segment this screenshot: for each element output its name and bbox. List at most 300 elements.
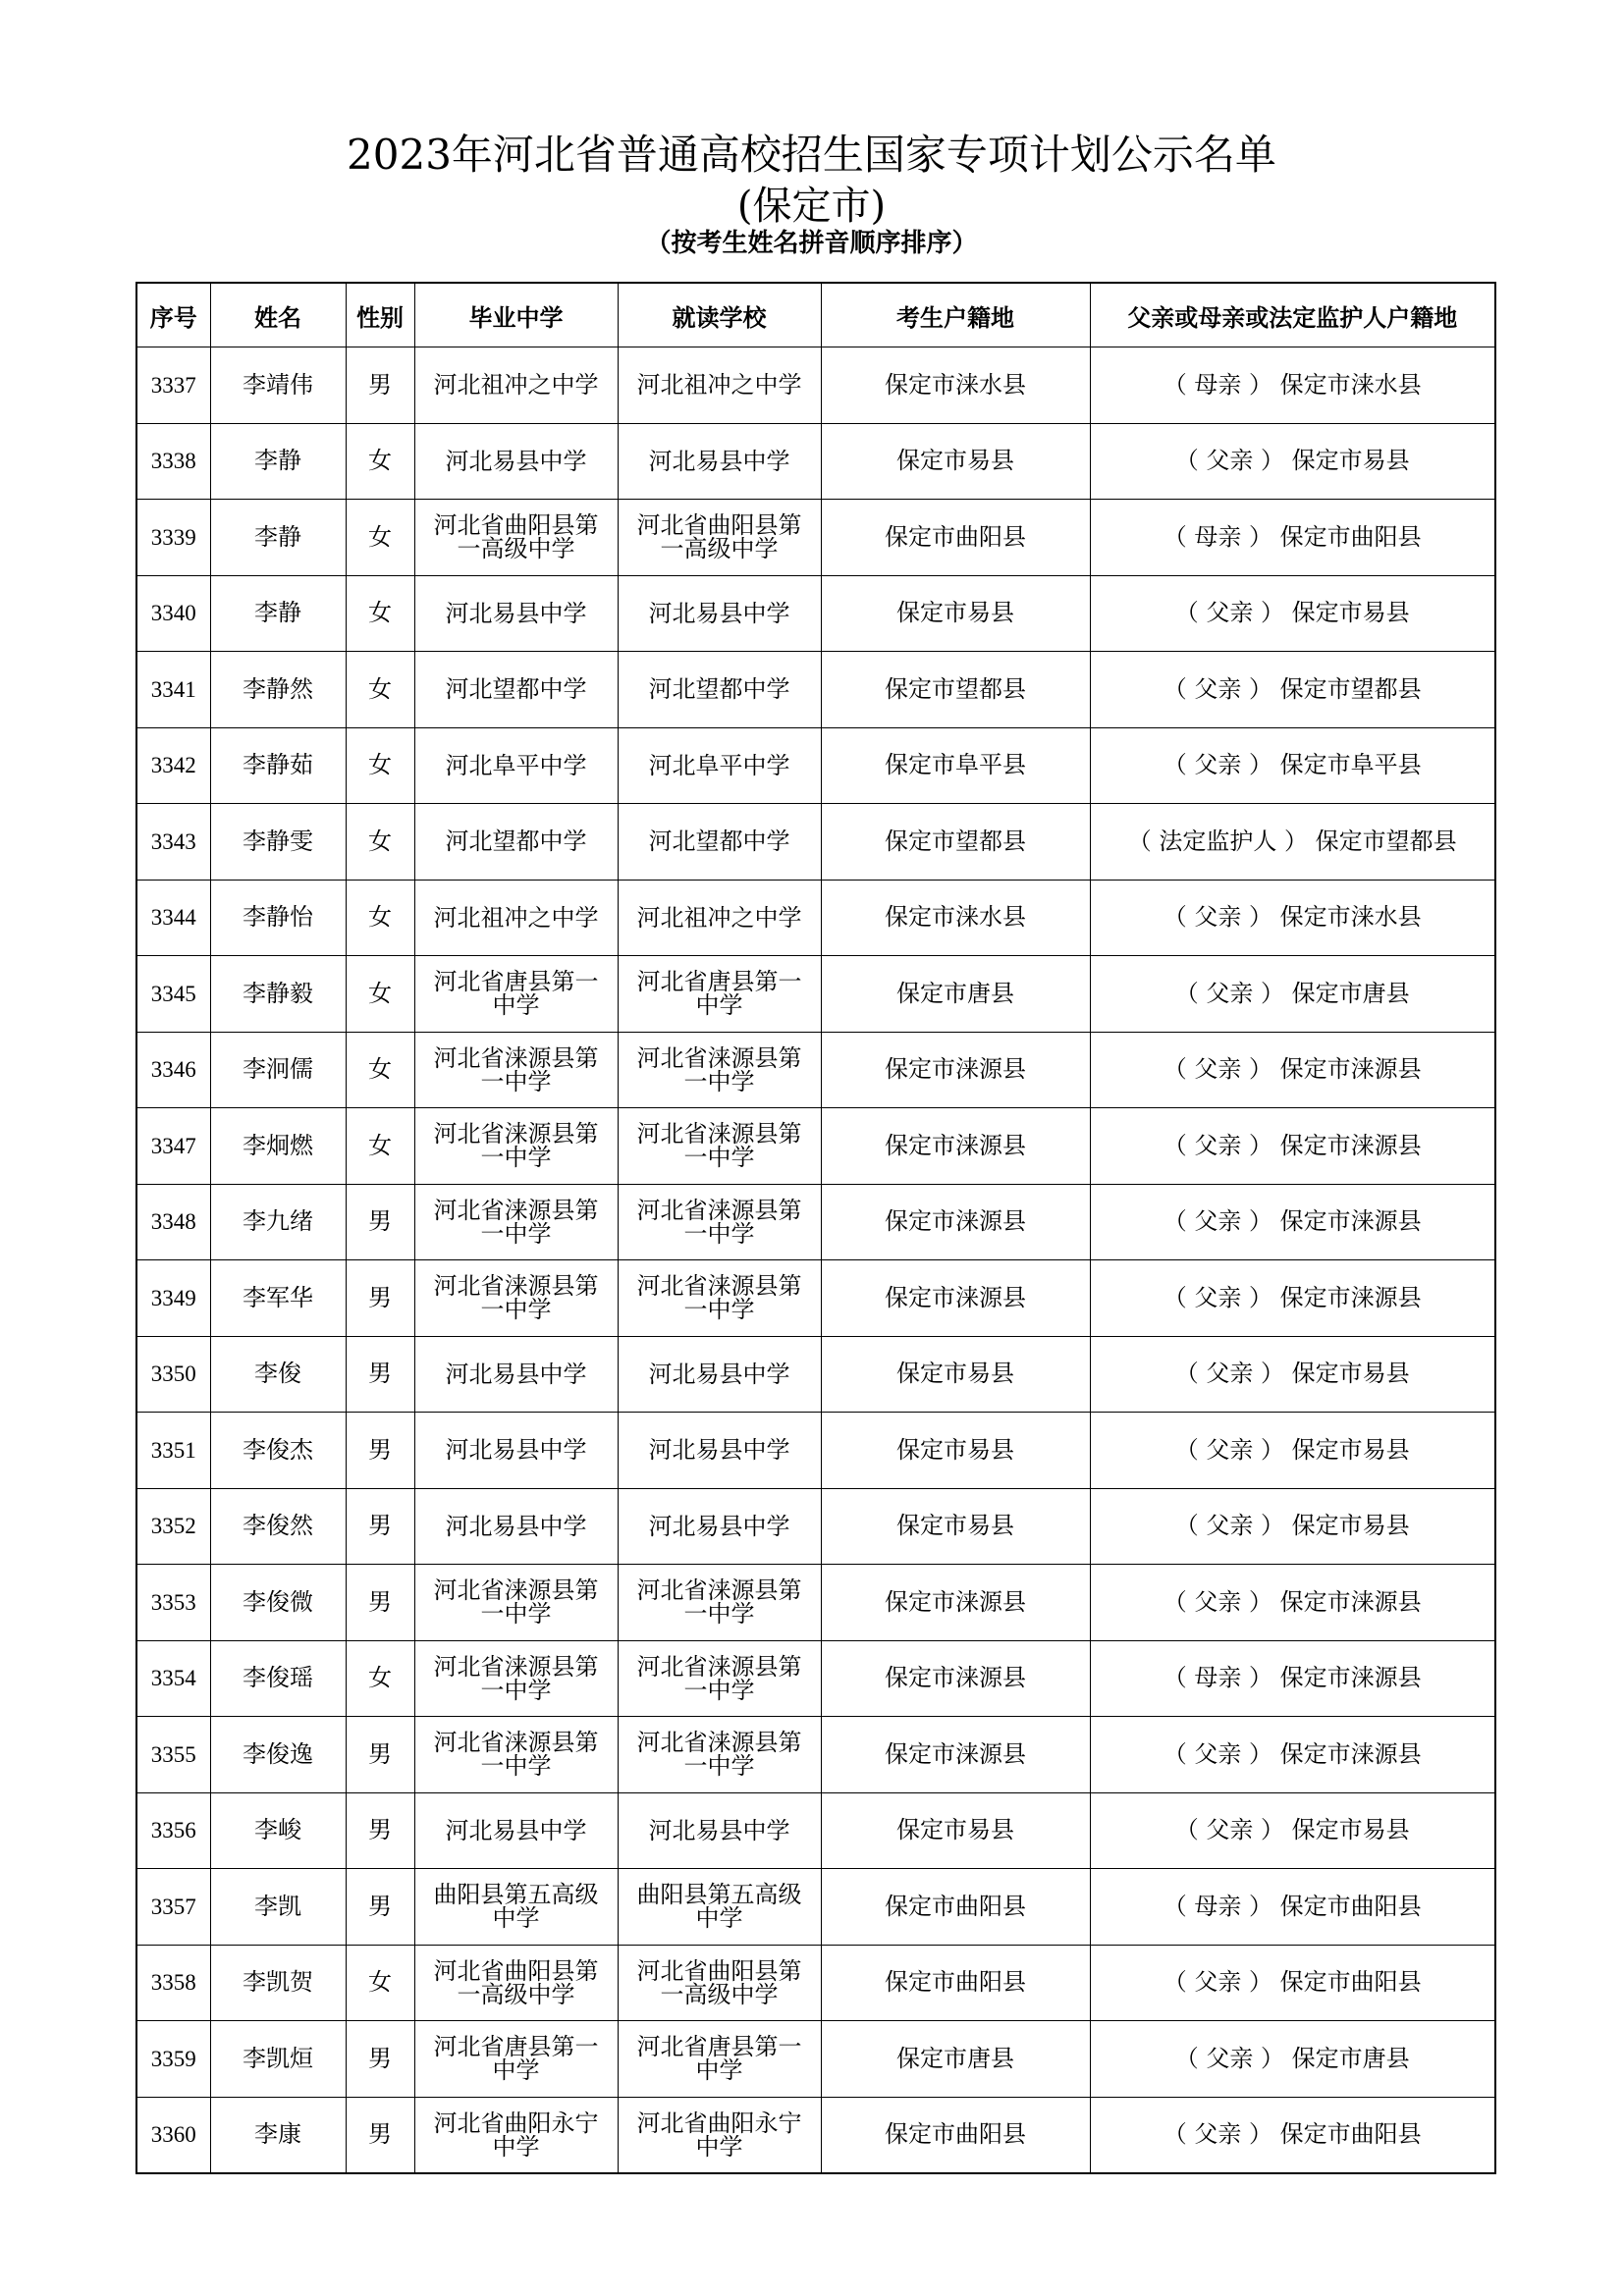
cell-gender-text: 女: [368, 1664, 392, 1692]
cell-seq: [136, 1260, 210, 1337]
cell-gender: [346, 1945, 414, 2021]
cell-study-school: [618, 1108, 821, 1185]
cell-hukou: [821, 1032, 1090, 1108]
document-subtitle: (保定市): [736, 184, 887, 229]
cell-gender-text: 女: [368, 979, 392, 1007]
cell-grad-school: [414, 1184, 618, 1260]
cell-grad-school: [414, 1869, 618, 1946]
cell-gender-text: 男: [368, 2044, 392, 2072]
cell-gender: [346, 956, 414, 1033]
cell-grad-school: [414, 1336, 618, 1413]
table-row: [136, 2021, 1495, 2098]
cell-hukou-text: 保定市涞源县: [885, 1283, 1026, 1311]
table-row: [136, 423, 1495, 500]
cell-name-text: 李康: [254, 2120, 301, 2149]
cell-grad-school: [414, 1640, 618, 1717]
table-row: [136, 1032, 1495, 1108]
cell-seq: [136, 423, 210, 500]
cell-hukou: [821, 804, 1090, 881]
cell-name: [210, 1184, 346, 1260]
cell-seq-text: 3345: [150, 981, 196, 1006]
cell-gender-text: 男: [368, 1816, 392, 1844]
table-row: [136, 804, 1495, 881]
cell-name-text: 李凯烜: [243, 2044, 313, 2072]
cell-gender-text: 女: [368, 674, 392, 703]
cell-grad-school: [414, 1108, 618, 1185]
cell-hukou-text: 保定市曲阳县: [885, 522, 1026, 551]
cell-grad-school: [414, 347, 618, 424]
cell-name: [210, 423, 346, 500]
cell-gender-text: 男: [368, 370, 392, 399]
cell-name: [210, 1413, 346, 1489]
cell-gender-text: 男: [368, 1587, 392, 1616]
cell-gender: [346, 1565, 414, 1641]
cell-guardian-hukou-text: （ 父亲 ） 保定市易县: [1174, 447, 1410, 475]
cell-seq: [136, 1717, 210, 1793]
cell-study-school-text: 河北易县中学: [648, 599, 790, 627]
cell-name-text: 李俊然: [243, 1512, 313, 1540]
cell-name: [210, 1336, 346, 1413]
cell-seq: [136, 500, 210, 576]
cell-seq-text: 3341: [150, 676, 196, 702]
cell-grad-school-text: 河北省曲阳县第一高级中学: [433, 511, 599, 563]
cell-hukou: [821, 2097, 1090, 2173]
cell-seq: [136, 1488, 210, 1565]
cell-name-text: 李俊逸: [243, 1739, 313, 1768]
cell-name-text: 李九绪: [243, 1207, 313, 1236]
cell-grad-school-text: 河北祖冲之中学: [433, 903, 599, 932]
cell-seq: [136, 1413, 210, 1489]
cell-grad-school: [414, 652, 618, 728]
cell-name: [210, 1565, 346, 1641]
cell-seq-text: 3354: [150, 1666, 196, 1691]
cell-guardian-hukou: [1090, 1792, 1495, 1869]
cell-hukou-text: 保定市易县: [896, 1816, 1014, 1844]
cell-name-text: 李静然: [243, 674, 313, 703]
cell-study-school: [618, 880, 821, 956]
cell-hukou: [821, 652, 1090, 728]
cell-hukou-text: 保定市涞源县: [885, 1131, 1026, 1159]
cell-seq: [136, 880, 210, 956]
cell-hukou: [821, 1108, 1090, 1185]
cell-study-school: [618, 1032, 821, 1108]
cell-guardian-hukou-text: （ 父亲 ） 保定市易县: [1174, 1512, 1410, 1540]
cell-guardian-hukou-text: （ 父亲 ） 保定市唐县: [1174, 979, 1410, 1007]
cell-study-school: [618, 1792, 821, 1869]
cell-hukou-text: 保定市曲阳县: [885, 1968, 1026, 1997]
cell-name: [210, 804, 346, 881]
cell-hukou: [821, 1640, 1090, 1717]
cell-name: [210, 1260, 346, 1337]
cell-hukou-text: 保定市易县: [896, 1512, 1014, 1540]
cell-seq: [136, 1032, 210, 1108]
cell-name: [210, 2021, 346, 2098]
cell-seq: [136, 2021, 210, 2098]
cell-hukou-text: 保定市涞源县: [885, 1055, 1026, 1084]
cell-gender: [346, 1640, 414, 1717]
cell-hukou: [821, 880, 1090, 956]
cell-guardian-hukou-text: （ 父亲 ） 保定市易县: [1174, 1435, 1410, 1464]
cell-guardian-hukou: [1090, 1488, 1495, 1565]
cell-seq-text: 3347: [150, 1133, 196, 1158]
cell-gender: [346, 423, 414, 500]
cell-grad-school-text: 河北易县中学: [445, 1436, 587, 1465]
cell-seq-text: 3342: [150, 753, 196, 778]
cell-study-school-text: 河北省涞源县第一中学: [636, 1196, 802, 1248]
cell-grad-school-text: 河北易县中学: [445, 1512, 587, 1540]
table-row: [136, 1108, 1495, 1185]
cell-guardian-hukou: [1090, 575, 1495, 652]
cell-name: [210, 1032, 346, 1108]
cell-guardian-hukou-text: （ 父亲 ） 保定市易县: [1174, 1360, 1410, 1388]
cell-seq-text: 3359: [150, 2046, 196, 2071]
cell-guardian-hukou: [1090, 727, 1495, 804]
cell-hukou-text: 保定市唐县: [896, 2044, 1014, 2072]
cell-study-school-text: 河北省涞源县第一中学: [636, 1043, 802, 1095]
cell-guardian-hukou: [1090, 804, 1495, 881]
cell-seq: [136, 1640, 210, 1717]
cell-study-school-text: 河北易县中学: [648, 1436, 790, 1465]
cell-name-text: 李静: [254, 599, 301, 627]
cell-hukou: [821, 1945, 1090, 2021]
cell-seq: [136, 727, 210, 804]
cell-gender: [346, 1032, 414, 1108]
cell-guardian-hukou: [1090, 652, 1495, 728]
cell-hukou-text: 保定市涞水县: [885, 903, 1026, 932]
cell-gender: [346, 1260, 414, 1337]
cell-gender-text: 女: [368, 599, 392, 627]
cell-gender: [346, 1108, 414, 1185]
cell-study-school-text: 河北省涞源县第一中学: [636, 1729, 802, 1781]
cell-grad-school: [414, 1717, 618, 1793]
cell-name: [210, 500, 346, 576]
cell-study-school-text: 河北省涞源县第一中学: [636, 1576, 802, 1629]
cell-guardian-hukou-text: （ 父亲 ） 保定市涞源县: [1163, 1283, 1422, 1311]
cell-grad-school: [414, 1488, 618, 1565]
cell-gender-text: 男: [368, 2120, 392, 2149]
cell-gender: [346, 880, 414, 956]
roster-table: [135, 282, 1496, 2174]
cell-study-school-text: 河北省涞源县第一中学: [636, 1120, 802, 1172]
table-row: [136, 1565, 1495, 1641]
cell-study-school: [618, 804, 821, 881]
cell-gender-text: 女: [368, 751, 392, 779]
cell-hukou: [821, 347, 1090, 424]
cell-guardian-hukou-text: （ 父亲 ） 保定市涞源县: [1163, 1207, 1422, 1236]
cell-grad-school-text: 河北阜平中学: [445, 751, 587, 779]
cell-name: [210, 1717, 346, 1793]
cell-guardian-hukou: [1090, 1640, 1495, 1717]
cell-gender-text: 男: [368, 1892, 392, 1920]
cell-hukou-text: 保定市涞源县: [885, 1587, 1026, 1616]
cell-grad-school: [414, 1565, 618, 1641]
cell-guardian-hukou: [1090, 1032, 1495, 1108]
cell-gender-text: 男: [368, 1207, 392, 1236]
cell-gender: [346, 500, 414, 576]
cell-study-school: [618, 423, 821, 500]
cell-grad-school-text: 河北望都中学: [445, 828, 587, 856]
cell-guardian-hukou-text: （ 父亲 ） 保定市望都县: [1163, 674, 1422, 703]
cell-grad-school: [414, 500, 618, 576]
table-row: [136, 880, 1495, 956]
cell-name: [210, 1945, 346, 2021]
header-guardian-hukou: 父亲或母亲或法定监护人户籍地: [1090, 283, 1495, 347]
cell-study-school: [618, 500, 821, 576]
cell-grad-school: [414, 2021, 618, 2098]
cell-grad-school-text: 河北省涞源县第一中学: [433, 1043, 599, 1095]
cell-hukou: [821, 956, 1090, 1033]
cell-study-school: [618, 2021, 821, 2098]
cell-hukou: [821, 1260, 1090, 1337]
cell-guardian-hukou: [1090, 423, 1495, 500]
cell-study-school-text: 河北省曲阳永宁中学: [636, 2109, 802, 2161]
cell-name: [210, 2097, 346, 2173]
table-row: [136, 500, 1495, 576]
cell-grad-school-text: 河北省涞源县第一中学: [433, 1576, 599, 1629]
cell-seq-text: 3339: [150, 524, 196, 550]
cell-name: [210, 652, 346, 728]
cell-study-school-text: 河北易县中学: [648, 1816, 790, 1844]
table-row: [136, 1945, 1495, 2021]
table-row: [136, 1184, 1495, 1260]
cell-name-text: 李静: [254, 447, 301, 475]
cell-seq: [136, 1336, 210, 1413]
cell-grad-school: [414, 575, 618, 652]
cell-name: [210, 727, 346, 804]
cell-guardian-hukou-text: （ 父亲 ） 保定市阜平县: [1163, 751, 1422, 779]
table-row: [136, 347, 1495, 424]
header-seq: 序号: [136, 283, 210, 347]
cell-study-school: [618, 1413, 821, 1489]
cell-gender-text: 女: [368, 1131, 392, 1159]
cell-gender: [346, 652, 414, 728]
cell-seq: [136, 1945, 210, 2021]
cell-name-text: 李峻: [254, 1816, 301, 1844]
cell-name-text: 李俊瑶: [243, 1664, 313, 1692]
cell-study-school-text: 河北易县中学: [648, 1360, 790, 1388]
cell-name-text: 李俊杰: [243, 1435, 313, 1464]
cell-name-text: 李俊: [254, 1360, 301, 1388]
cell-name-text: 李静茹: [243, 751, 313, 779]
cell-name: [210, 956, 346, 1033]
cell-name-text: 李凯: [254, 1892, 301, 1920]
cell-guardian-hukou: [1090, 1260, 1495, 1337]
cell-hukou: [821, 500, 1090, 576]
cell-seq-text: 3340: [150, 601, 196, 626]
cell-seq: [136, 1869, 210, 1946]
cell-guardian-hukou: [1090, 1565, 1495, 1641]
table-row: [136, 1792, 1495, 1869]
cell-seq: [136, 1792, 210, 1869]
cell-gender-text: 男: [368, 1283, 392, 1311]
cell-grad-school: [414, 956, 618, 1033]
cell-grad-school-text: 河北省曲阳永宁中学: [433, 2109, 599, 2161]
cell-study-school-text: 河北祖冲之中学: [636, 903, 802, 932]
cell-gender: [346, 2021, 414, 2098]
cell-seq-text: 3348: [150, 1209, 196, 1235]
cell-gender: [346, 575, 414, 652]
cell-study-school-text: 河北省曲阳县第一高级中学: [636, 1956, 802, 2008]
cell-name-text: 李俊微: [243, 1587, 313, 1616]
cell-grad-school-text: 河北易县中学: [445, 447, 587, 475]
cell-name-text: 李静: [254, 522, 301, 551]
cell-seq-text: 3338: [150, 449, 196, 474]
cell-grad-school-text: 河北省涞源县第一中学: [433, 1120, 599, 1172]
table-row: [136, 1717, 1495, 1793]
cell-hukou: [821, 1488, 1090, 1565]
cell-guardian-hukou-text: （ 母亲 ） 保定市涞源县: [1163, 1664, 1422, 1692]
cell-name-text: 李静雯: [243, 827, 313, 855]
cell-hukou: [821, 1717, 1090, 1793]
cell-hukou: [821, 1869, 1090, 1946]
cell-guardian-hukou-text: （ 法定监护人 ） 保定市望都县: [1127, 827, 1457, 855]
cell-seq: [136, 575, 210, 652]
cell-study-school: [618, 575, 821, 652]
cell-guardian-hukou: [1090, 1184, 1495, 1260]
cell-hukou: [821, 1184, 1090, 1260]
cell-name-text: 李炯燃: [243, 1131, 313, 1159]
cell-guardian-hukou-text: （ 父亲 ） 保定市涞源县: [1163, 1131, 1422, 1159]
table-row: [136, 956, 1495, 1033]
table-row: [136, 652, 1495, 728]
cell-guardian-hukou: [1090, 500, 1495, 576]
cell-gender: [346, 1336, 414, 1413]
cell-grad-school-text: 河北省曲阳县第一高级中学: [433, 1956, 599, 2008]
cell-grad-school-text: 河北祖冲之中学: [433, 371, 599, 400]
cell-gender: [346, 1869, 414, 1946]
cell-hukou-text: 保定市曲阳县: [885, 1892, 1026, 1920]
cell-guardian-hukou: [1090, 1108, 1495, 1185]
cell-name: [210, 1108, 346, 1185]
cell-grad-school-text: 河北省涞源县第一中学: [433, 1272, 599, 1324]
cell-grad-school-text: 河北望都中学: [445, 675, 587, 704]
cell-hukou: [821, 575, 1090, 652]
cell-seq-text: 3351: [150, 1437, 196, 1463]
cell-seq-text: 3349: [150, 1285, 196, 1310]
cell-gender-text: 女: [368, 447, 392, 475]
cell-grad-school-text: 河北易县中学: [445, 1360, 587, 1388]
cell-guardian-hukou-text: （ 父亲 ） 保定市易县: [1174, 599, 1410, 627]
table-row: [136, 1336, 1495, 1413]
cell-study-school: [618, 1184, 821, 1260]
cell-seq: [136, 956, 210, 1033]
cell-seq: [136, 347, 210, 424]
cell-seq-text: 3350: [150, 1362, 196, 1387]
cell-seq: [136, 804, 210, 881]
cell-hukou: [821, 423, 1090, 500]
table-row: [136, 1640, 1495, 1717]
cell-guardian-hukou: [1090, 2021, 1495, 2098]
cell-grad-school: [414, 1945, 618, 2021]
table-row: [136, 2097, 1495, 2173]
header-grad-school: 毕业中学: [414, 283, 618, 347]
header-hukou: 考生户籍地: [821, 283, 1090, 347]
cell-study-school: [618, 2097, 821, 2173]
cell-grad-school-text: 河北易县中学: [445, 599, 587, 627]
cell-study-school-text: 河北省涞源县第一中学: [636, 1652, 802, 1704]
cell-gender: [346, 1717, 414, 1793]
cell-study-school: [618, 652, 821, 728]
cell-hukou: [821, 727, 1090, 804]
cell-seq-text: 3346: [150, 1057, 196, 1083]
table-row: [136, 1869, 1495, 1946]
cell-study-school: [618, 347, 821, 424]
cell-gender-text: 女: [368, 903, 392, 932]
cell-seq: [136, 2097, 210, 2173]
cell-name: [210, 575, 346, 652]
table-row: [136, 1260, 1495, 1337]
cell-grad-school: [414, 880, 618, 956]
cell-seq-text: 3337: [150, 372, 196, 398]
cell-guardian-hukou-text: （ 父亲 ） 保定市涞源县: [1163, 1055, 1422, 1084]
cell-name-text: 李泂儒: [243, 1055, 313, 1084]
cell-gender-text: 男: [368, 1360, 392, 1388]
cell-hukou: [821, 1336, 1090, 1413]
cell-guardian-hukou-text: （ 母亲 ） 保定市曲阳县: [1163, 522, 1422, 551]
cell-gender: [346, 727, 414, 804]
cell-hukou: [821, 1565, 1090, 1641]
cell-guardian-hukou: [1090, 956, 1495, 1033]
table-header-row: [136, 283, 1495, 347]
cell-guardian-hukou: [1090, 2097, 1495, 2173]
cell-guardian-hukou-text: （ 父亲 ） 保定市易县: [1174, 1816, 1410, 1844]
cell-gender-text: 女: [368, 1968, 392, 1997]
cell-hukou-text: 保定市望都县: [885, 674, 1026, 703]
table-row: [136, 727, 1495, 804]
cell-seq-text: 3356: [150, 1818, 196, 1843]
cell-study-school-text: 河北省曲阳县第一高级中学: [636, 511, 802, 563]
cell-study-school-text: 曲阳县第五高级中学: [636, 1881, 802, 1933]
cell-gender: [346, 1413, 414, 1489]
cell-gender: [346, 1184, 414, 1260]
cell-grad-school-text: 河北省唐县第一中学: [433, 968, 599, 1020]
cell-guardian-hukou: [1090, 1869, 1495, 1946]
header-study-school: 就读学校: [618, 283, 821, 347]
cell-hukou-text: 保定市唐县: [896, 979, 1014, 1007]
cell-study-school: [618, 1260, 821, 1337]
cell-hukou-text: 保定市易县: [896, 1435, 1014, 1464]
cell-grad-school: [414, 804, 618, 881]
cell-name-text: 李军华: [243, 1283, 313, 1311]
cell-seq-text: 3343: [150, 828, 196, 854]
cell-seq-text: 3357: [150, 1894, 196, 1919]
cell-study-school: [618, 956, 821, 1033]
cell-name-text: 李静毅: [243, 979, 313, 1007]
cell-guardian-hukou-text: （ 父亲 ） 保定市曲阳县: [1163, 1968, 1422, 1997]
cell-hukou-text: 保定市涞水县: [885, 370, 1026, 399]
cell-study-school-text: 河北易县中学: [648, 1512, 790, 1540]
cell-study-school-text: 河北省涞源县第一中学: [636, 1272, 802, 1324]
cell-gender-text: 男: [368, 1512, 392, 1540]
cell-gender-text: 女: [368, 827, 392, 855]
cell-seq-text: 3344: [150, 905, 196, 931]
document-title: 2023年河北省普通高校招生国家专项计划公示名单: [347, 131, 1276, 179]
cell-guardian-hukou: [1090, 880, 1495, 956]
cell-hukou-text: 保定市阜平县: [885, 751, 1026, 779]
cell-study-school-text: 河北省唐县第一中学: [636, 968, 802, 1020]
cell-guardian-hukou-text: （ 父亲 ） 保定市涞水县: [1163, 903, 1422, 932]
cell-guardian-hukou: [1090, 347, 1495, 424]
cell-study-school: [618, 1640, 821, 1717]
cell-hukou-text: 保定市易县: [896, 599, 1014, 627]
cell-guardian-hukou-text: （ 母亲 ） 保定市涞水县: [1163, 370, 1422, 399]
cell-gender-text: 女: [368, 1055, 392, 1084]
cell-hukou-text: 保定市望都县: [885, 827, 1026, 855]
cell-guardian-hukou-text: （ 父亲 ） 保定市曲阳县: [1163, 2120, 1422, 2149]
cell-hukou-text: 保定市易县: [896, 1360, 1014, 1388]
cell-hukou: [821, 1792, 1090, 1869]
table-row: [136, 1488, 1495, 1565]
